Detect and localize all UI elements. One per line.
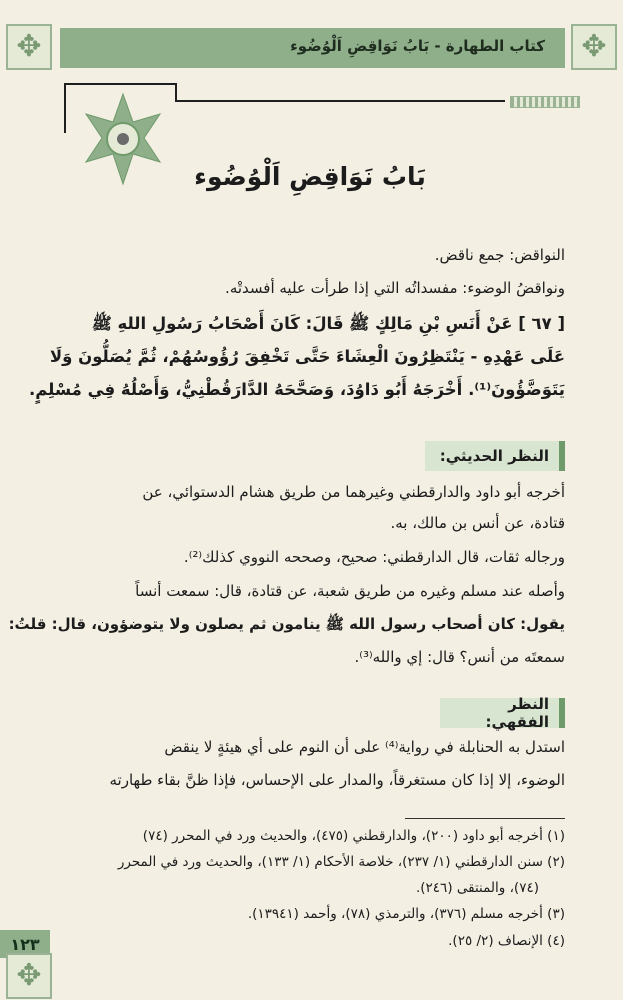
footnote-continuation: (٧٤)، والمنتقى (٢٤٦). bbox=[415, 880, 539, 896]
rosette-ornament-icon bbox=[78, 92, 168, 186]
body-line: وأصله عند مسلم وغيره من طريق شعبة، عن قتادة، قال: سمعت أنساً bbox=[135, 582, 565, 600]
footnote: (٢) سنن الدارقطني (١/ ٢٣٧)، خلاصة الأحكام (١/ ١٣٣)، والحديث ورد في المحرر bbox=[117, 854, 565, 870]
page-number: ١٢٣ bbox=[0, 930, 50, 958]
frame-line bbox=[64, 83, 176, 85]
footnote: (٤) الإنصاف (٢/ ٢٥). bbox=[448, 933, 565, 949]
hadith-text: عَنْ أَنَسِ بْنِ مَالِكٍ ﷺ قَالَ: كَانَ أَصْحَابُ رَسُولِ اللهِ ﷺ bbox=[91, 314, 513, 333]
footnote-separator bbox=[405, 818, 565, 819]
chapter-title: بَابُ نَوَاقِضِ اَلْوُضُوء bbox=[194, 162, 426, 191]
body-line: أخرجه أبو داود والدارقطني وغيرهما من طريق هشام الدستوائي، عن bbox=[142, 483, 565, 501]
hadith-line: عَلَى عَهْدِهِ - يَنْتَظِرُونَ الْعِشَاءَ حَتَّى تَخْفِقَ رُؤُوسُهُمْ، ثُمَّ يُصَلُّونَ وَلَا bbox=[49, 347, 565, 366]
intro-line: النواقض: جمع ناقض. bbox=[434, 246, 565, 264]
ornamental-band bbox=[510, 96, 580, 108]
section-heading-fiqh-analysis bbox=[440, 695, 565, 731]
section-heading-text: النظر الحديثي: bbox=[439, 447, 549, 465]
footnote: (٣) أخرجه مسلم (٣٧٦)، والترمذي (٧٨)، وأحمد (١٣٩٤١). bbox=[247, 906, 565, 922]
knot-ornament-icon: ✥ bbox=[6, 953, 52, 999]
footnote: (١) أخرجه أبو داود (٢٠٠)، والدارقطني (٤٧٥)، والحديث ورد في المحرر (٧٤) bbox=[142, 828, 565, 844]
body-line: سمعتَه من أنس؟ قال: إي والله⁽³⁾. bbox=[354, 648, 565, 666]
frame-line bbox=[64, 83, 66, 133]
frame-line bbox=[175, 100, 505, 102]
section-heading-hadith-analysis bbox=[425, 441, 565, 471]
hadith-line bbox=[92, 314, 565, 338]
hadith-number: [ ٦٧ ] bbox=[518, 314, 565, 333]
frame-line bbox=[175, 83, 177, 101]
running-header-title: كتاب الطهارة - بَابُ نَوَاقِضِ اَلْوُضُوء bbox=[290, 37, 545, 55]
hadith-line: يَتَوَضَّؤُونَ⁽¹⁾. أَخْرَجَهُ أَبُو دَاوُدَ، وَصَحَّحَهُ الدَّارَقُطْنِيُّ، وَأَصْلُهُ فِي مُسْلِمٍ. bbox=[28, 380, 565, 399]
intro-line: ونواقضُ الوضوء: مفسداتُه التي إذا طرأت عليه أفسدتْه. bbox=[225, 279, 565, 297]
body-line: الوضوء، إلا إذا كان مستغرقاً، والمدار على الإحساس، فإذا ظنَّ بقاء طهارته bbox=[109, 771, 565, 789]
knot-ornament-icon: ✥ bbox=[6, 24, 52, 70]
section-heading-text: النظر الفقهي: bbox=[485, 695, 549, 731]
body-line: ورجاله ثقات، قال الدارقطني: صحيح، وصححه النووي كذلك⁽²⁾. bbox=[183, 548, 565, 566]
body-line: يقول: كان أصحاب رسول الله ﷺ ينامون ثم يصلون ولا يتوضؤون، قال: قلتُ: bbox=[8, 615, 565, 633]
body-line: قتادة، عن أنس بن مالك، به. bbox=[390, 514, 565, 532]
knot-ornament-icon: ✥ bbox=[571, 24, 617, 70]
body-line: استدل به الحنابلة في رواية⁽⁴⁾ على أن النوم على أي هيئةٍ لا ينقض bbox=[164, 738, 565, 756]
